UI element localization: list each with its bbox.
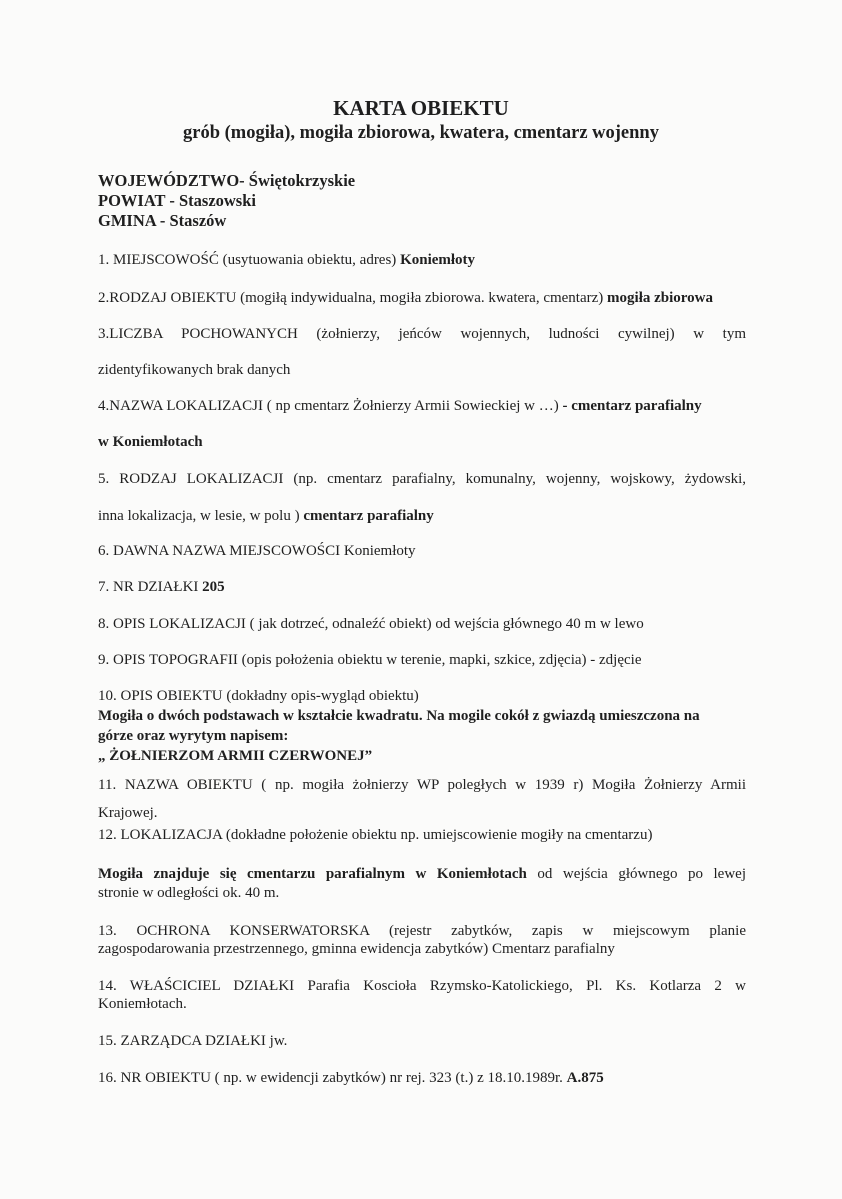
item-10-line-3: „ ŻOŁNIERZOM ARMII CZERWONEJ” [98,748,373,764]
item-11-line-1: 11. NAZWA OBIEKTU ( np. mogiła żołnierzy WP poległych w 1939 r) Mogiła Żołnierzy Armii [98,777,746,793]
item-1-label: 1. MIEJSCOWOŚĆ (usytuowania obiektu, adres) [98,252,401,268]
item-13-line-1: 13. OCHRONA KONSERWATORSKA (rejestr zabytków, zapis w miejscowym planie [98,923,746,939]
item-6: 6. DAWNA NAZWA MIEJSCOWOŚCI Koniemłoty [98,543,416,559]
item-14-line-2: Koniemłotach. [98,996,187,1012]
item-1 [98,252,475,269]
item-4-label: 4.NAZWA LOKALIZACJI ( np cmentarz Żołnierzy Armii Sowieckiej w …) [98,398,563,414]
item-16-value: A.875 [566,1070,604,1086]
item-5-label: inna lokalizacja, w lesie, w polu ) [98,508,304,524]
item-15: 15. ZARZĄDCA DZIAŁKI jw. [98,1033,288,1049]
item-16-label: 16. NR OBIEKTU ( np. w ewidencji zabytków) nr rej. 323 (t.) z 18.10.1989r. [98,1070,567,1086]
item-12-detail-line-2: stronie w odległości ok. 40 m. [98,885,280,901]
item-7-value: 205 [202,579,225,595]
commune-line: GMINA - Staszów [98,211,227,230]
item-10-label: 10. OPIS OBIEKTU (dokładny opis-wygląd obiektu) [98,688,419,704]
item-2 [98,290,713,307]
item-2-label: 2.RODZAJ OBIEKTU (mogiłą indywidualna, mogiła zbiorowa. kwatera, cmentarz) [98,290,608,306]
item-7-label: 7. NR DZIAŁKI [98,579,203,595]
item-9: 9. OPIS TOPOGRAFII (opis położenia obiektu w terenie, mapki, szkice, zdjęcia) - zdjęcie [98,652,642,668]
item-12-detail-rest: od wejścia głównego po lewej [526,866,746,882]
item-5-line-1: 5. RODZAJ LOKALIZACJI (np. cmentarz parafialny, komunalny, wojenny, wojskowy, żydowski, [98,471,746,487]
item-7 [98,579,225,596]
item-12: 12. LOKALIZACJA (dokładne położenie obiektu np. umiejscowienie mogiły na cmentarzu) [98,827,653,843]
item-4-value-line-2: w Koniemłotach [98,434,203,450]
item-4-value: - cmentarz parafialny [562,398,702,414]
document-subtitle: grób (mogiła), mogiła zbiorowa, kwatera, cmentarz wojenny [183,123,659,143]
item-14-line-1: 14. WŁAŚCICIEL DZIAŁKI Parafia Koscioła Rzymsko-Katolickiego, Pl. Ks. Kotlarza 2 w [98,978,746,994]
county-line: POWIAT - Staszowski [98,191,256,210]
document-title: KARTA OBIEKTU [333,96,509,120]
item-12-detail-line-1 [98,866,746,883]
item-4 [98,398,702,415]
item-1-value: Koniemłoty [400,252,476,268]
item-10-line-2: górze oraz wyrytym napisem: [98,728,289,744]
item-3-line-2: zidentyfikowanych brak danych [98,362,291,378]
item-10-line-1: Mogiła o dwóch podstawach w kształcie kwadratu. Na mogile cokół z gwiazdą umieszczona na [98,708,700,724]
item-11-line-2: Krajowej. [98,805,158,821]
item-5-value: cmentarz parafialny [303,508,434,524]
item-3-line-1: 3.LICZBA POCHOWANYCH (żołnierzy, jeńców wojennych, ludności cywilnej) w tym [98,326,746,342]
item-12-detail-value: Mogiła znajduje się cmentarzu parafialnym w Koniemłotach [98,866,527,882]
item-8: 8. OPIS LOKALIZACJI ( jak dotrzeć, odnaleźć obiekt) od wejścia głównego 40 m w lewo [98,616,644,632]
item-2-value: mogiła zbiorowa [607,290,713,306]
item-5-line-2 [98,508,434,525]
item-16 [98,1070,604,1087]
item-13-line-2: zagospodarowania przestrzennego, gminna ewidencja zabytków) Cmentarz parafialny [98,941,615,957]
voivodeship-line: WOJEWÓDZTWO- Świętokrzyskie [98,171,356,190]
